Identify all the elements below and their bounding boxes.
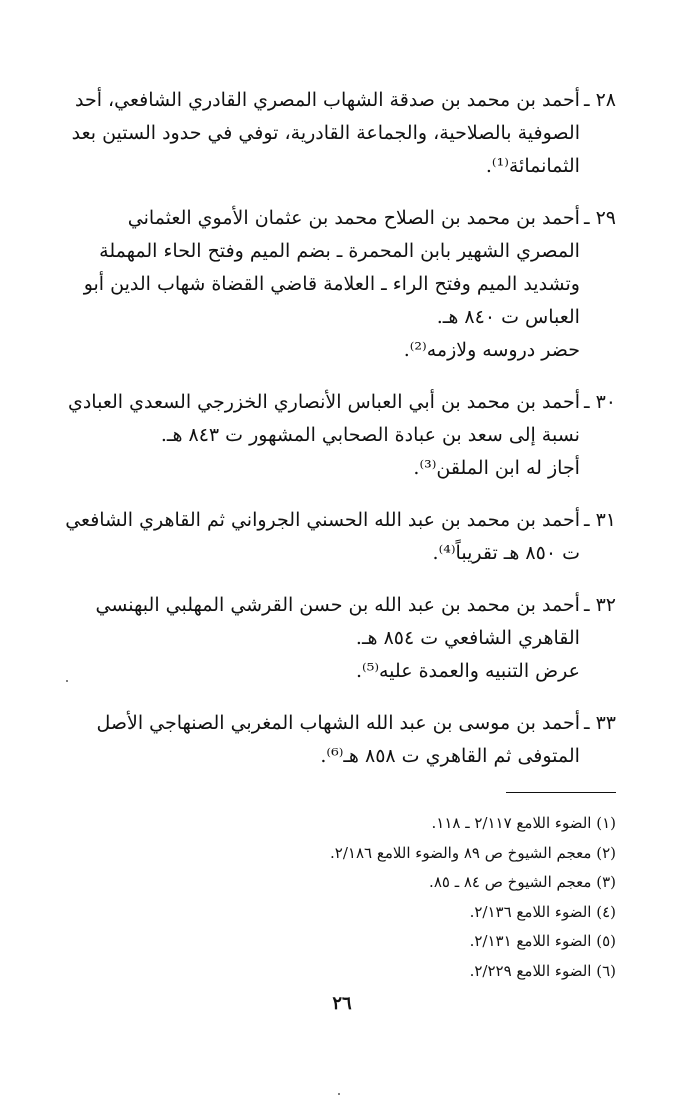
scan-speck: [338, 1093, 340, 1095]
entry-32: [50, 589, 616, 688]
footnote-5: (٥) الضوء اللامع ٢/١٣١.: [469, 932, 616, 950]
entry-line: حضر دروسه ولازمه⁽²⁾.: [403, 339, 580, 361]
entry-number: ٢٩ ـ: [583, 207, 616, 229]
entry-line: عرض التنبيه والعمدة عليه⁽⁵⁾.: [355, 660, 580, 682]
footnote-1: (١) الضوء اللامع ٢/١١٧ ـ ١١٨.: [431, 814, 616, 832]
entry-33: [50, 707, 616, 773]
entry-30: [50, 386, 616, 485]
entry-line: نسبة إلى سعد بن عبادة الصحابي المشهور ت ٨٤٣ هـ.: [160, 424, 580, 446]
footnote-2: (٢) معجم الشيوخ ص ٨٩ والضوء اللامع ٢/١٨٦.: [330, 843, 616, 862]
entry-line: أحمد بن محمد بن صدقة الشهاب المصري القادري الشافعي، أحد: [75, 89, 580, 111]
entry-line: أحمد بن محمد بن عبد الله الحسني الجرواني ثم القاهري الشافعي: [65, 509, 580, 531]
entry-29: [50, 202, 616, 367]
entry-line: وتشديد الميم وفتح الراء ـ العلامة قاضي القضاة شهاب الدين أبو: [83, 273, 580, 295]
entry-number: ٣٠ ـ: [583, 391, 616, 413]
entry-line: المصري الشهير بابن المحمرة ـ بضم الميم وفتح الحاء المهملة: [99, 240, 580, 262]
entry-line: الثمانمائة⁽¹⁾.: [485, 155, 580, 177]
entry-number: ٢٨ ـ: [583, 89, 616, 111]
entry-text: [50, 504, 580, 570]
entry-number: ٣٢ ـ: [583, 594, 616, 616]
entry-text: [50, 386, 580, 485]
entry-line: أحمد بن محمد بن أبي العباس الأنصاري الخزرجي السعدي العبادي: [67, 391, 580, 413]
entry-line: الصوفية بالصلاحية، والجماعة القادرية، توفي في حدود الستين بعد: [71, 122, 580, 144]
entry-text: [50, 707, 580, 773]
footnote-6: (٦) الضوء اللامع ٢/٢٢٩.: [469, 961, 616, 980]
entry-text: [50, 589, 580, 688]
entry-line: المتوفى ثم القاهري ت ٨٥٨ هـ⁽⁶⁾.: [320, 745, 580, 767]
entry-number: ٣٣ ـ: [583, 712, 616, 734]
entry-line: أحمد بن موسى بن عبد الله الشهاب المغربي الصنهاجي الأصل: [96, 712, 580, 734]
entry-text: [50, 202, 580, 367]
entry-number: ٣١ ـ: [583, 509, 616, 531]
entry-line: أجاز له ابن الملقن⁽³⁾.: [413, 457, 580, 479]
footnote-3: (٣) معجم الشيوخ ص ٨٤ ـ ٨٥.: [429, 873, 616, 891]
entry-text: [50, 84, 580, 183]
entry-28: [50, 84, 616, 183]
footnotes: [50, 809, 616, 986]
entry-line: القاهري الشافعي ت ٨٥٤ هـ.: [355, 627, 580, 649]
footnote-separator: [506, 792, 616, 793]
entry-line: أحمد بن محمد بن الصلاح محمد بن عثمان الأموي العثماني: [127, 207, 580, 229]
entry-line: أحمد بن محمد بن عبد الله بن حسن القرشي المهلبي البهنسي: [95, 594, 580, 616]
entry-line: ت ٨٥٠ هـ تقريباً⁽⁴⁾.: [432, 542, 580, 564]
page-number: ٢٦: [332, 993, 352, 1014]
scan-speck: [66, 680, 68, 682]
entry-31: [50, 504, 616, 570]
footnote-4: (٤) الضوء اللامع ٢/١٣٦.: [469, 902, 616, 921]
entry-line: العباس ت ٨٤٠ هـ.: [436, 306, 580, 328]
